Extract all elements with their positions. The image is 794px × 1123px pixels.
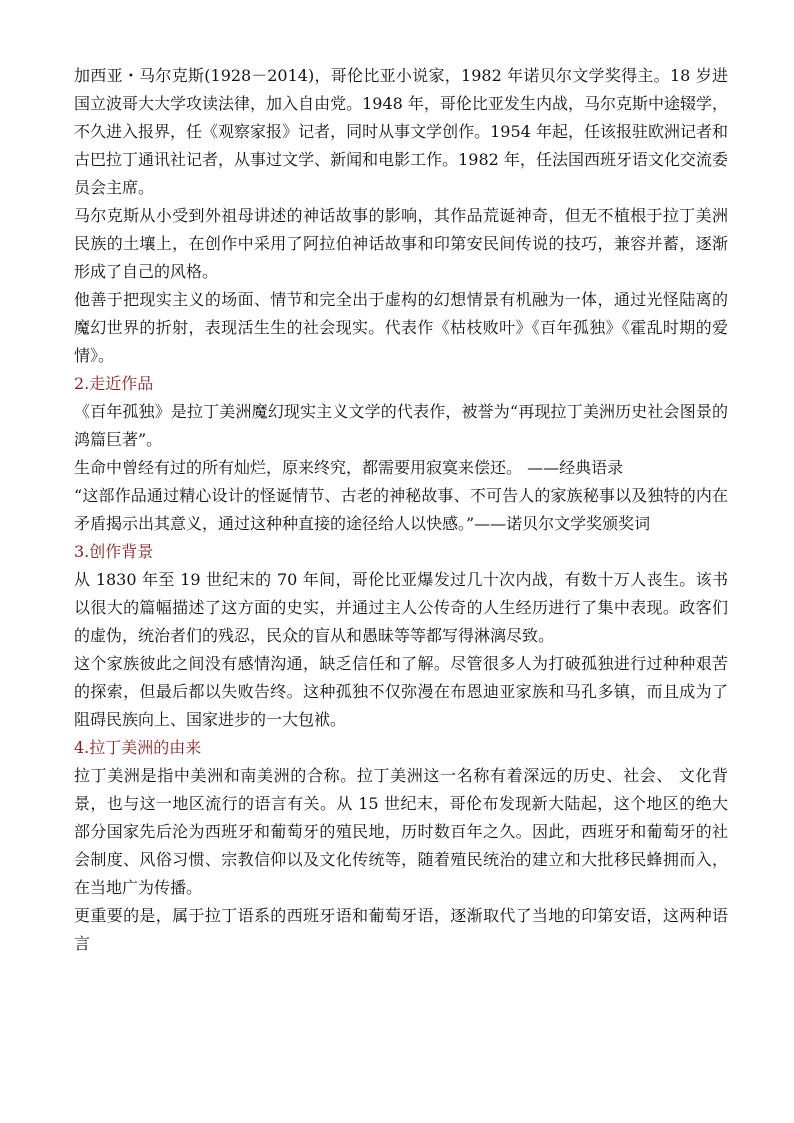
classic-quote-paragraph: 生命中曾经有过的所有灿烂，原来终究，都需要用寂寞来偿还。 ——经典语录	[74, 458, 624, 477]
latin-america-origin-paragraph: 拉丁美洲是指中美洲和南美洲的合称。拉丁美洲这一名称有着深远的历史、社会、 文化背景，也与这一地区流行的语言有关。从 15 世纪末，哥伦布发现新大陆起，这个地区的绝大部分国家先后沦为西班牙和葡萄牙的殖民地，历时数百年之久。因此，西班牙和葡萄牙的社会制度、风俗习惯、宗教信仰以及文化传统等，随着殖民统治的建立和大批移民蜂拥而入，在当地广为传播。	[74, 766, 728, 897]
section-heading-latin-america: 4.拉丁美洲的由来	[74, 738, 202, 757]
nobel-citation-paragraph: “这部作品通过精心设计的怪诞情节、古老的神秘故事、不可告人的家族秘事以及独特的内在矛盾揭示出其意义，通过这种种直接的途径给人以快感。”——诺贝尔文学奖颁奖词	[74, 486, 728, 533]
document-page	[74, 62, 728, 958]
section-heading-work: 2.走近作品	[74, 374, 154, 393]
work-intro-paragraph: 《百年孤独》是拉丁美洲魔幻现实主义文学的代表作，被誉为“再现拉丁美洲历史社会图景的鸿篇巨著”。	[74, 402, 728, 449]
section-heading-background: 3.创作背景	[74, 542, 154, 561]
author-influence-paragraph: 马尔克斯从小受到外祖母讲述的神话故事的影响，其作品荒诞神奇，但无不植根于拉丁美洲民族的土壤上，在创作中采用了阿拉伯神话故事和印第安民间传说的技巧，兼容并蓄，逐渐形成了自己的风格。	[74, 206, 728, 281]
author-style-paragraph: 他善于把现实主义的场面、情节和完全出于虚构的幻想情景有机融为一体，通过光怪陆离的魔幻世界的折射，表现活生生的社会现实。代表作《枯枝败叶》《百年孤独》《霍乱时期的爱情》。	[74, 290, 728, 365]
background-family-paragraph: 这个家族彼此之间没有感情沟通，缺乏信任和了解。尽管很多人为打破孤独进行过种种艰苦的探索，但最后都以失败告终。这种孤独不仅弥漫在布恩迪亚家族和马孔多镇，而且成为了阻碍民族向上、国家进步的一大包袱。	[74, 654, 728, 729]
author-intro-paragraph: 加西亚・马尔克斯(1928－2014)，哥伦比亚小说家，1982 年诺贝尔文学奖得主。18 岁进国立波哥大大学攻读法律，加入自由党。1948 年，哥伦比亚发生内战，马尔克斯中途辍学，不久进入报界，任《观察家报》记者，同时从事文学创作。1954 年起，任该报驻欧洲记者和古巴拉丁通讯社记者，从事过文学、新闻和电影工作。1982 年，任法国西班牙语文化交流委员会主席。	[74, 66, 728, 197]
background-history-paragraph: 从 1830 年至 19 世纪末的 70 年间，哥伦比亚爆发过几十次内战，有数十万人丧生。该书以很大的篇幅描述了这方面的史实，并通过主人公传奇的人生经历进行了集中表现。政客们的虚伪，统治者们的残忍，民众的盲从和愚昧等等都写得淋漓尽致。	[74, 570, 728, 645]
latin-america-language-paragraph: 更重要的是，属于拉丁语系的西班牙语和葡萄牙语，逐渐取代了当地的印第安语，这两种语言	[74, 906, 728, 953]
